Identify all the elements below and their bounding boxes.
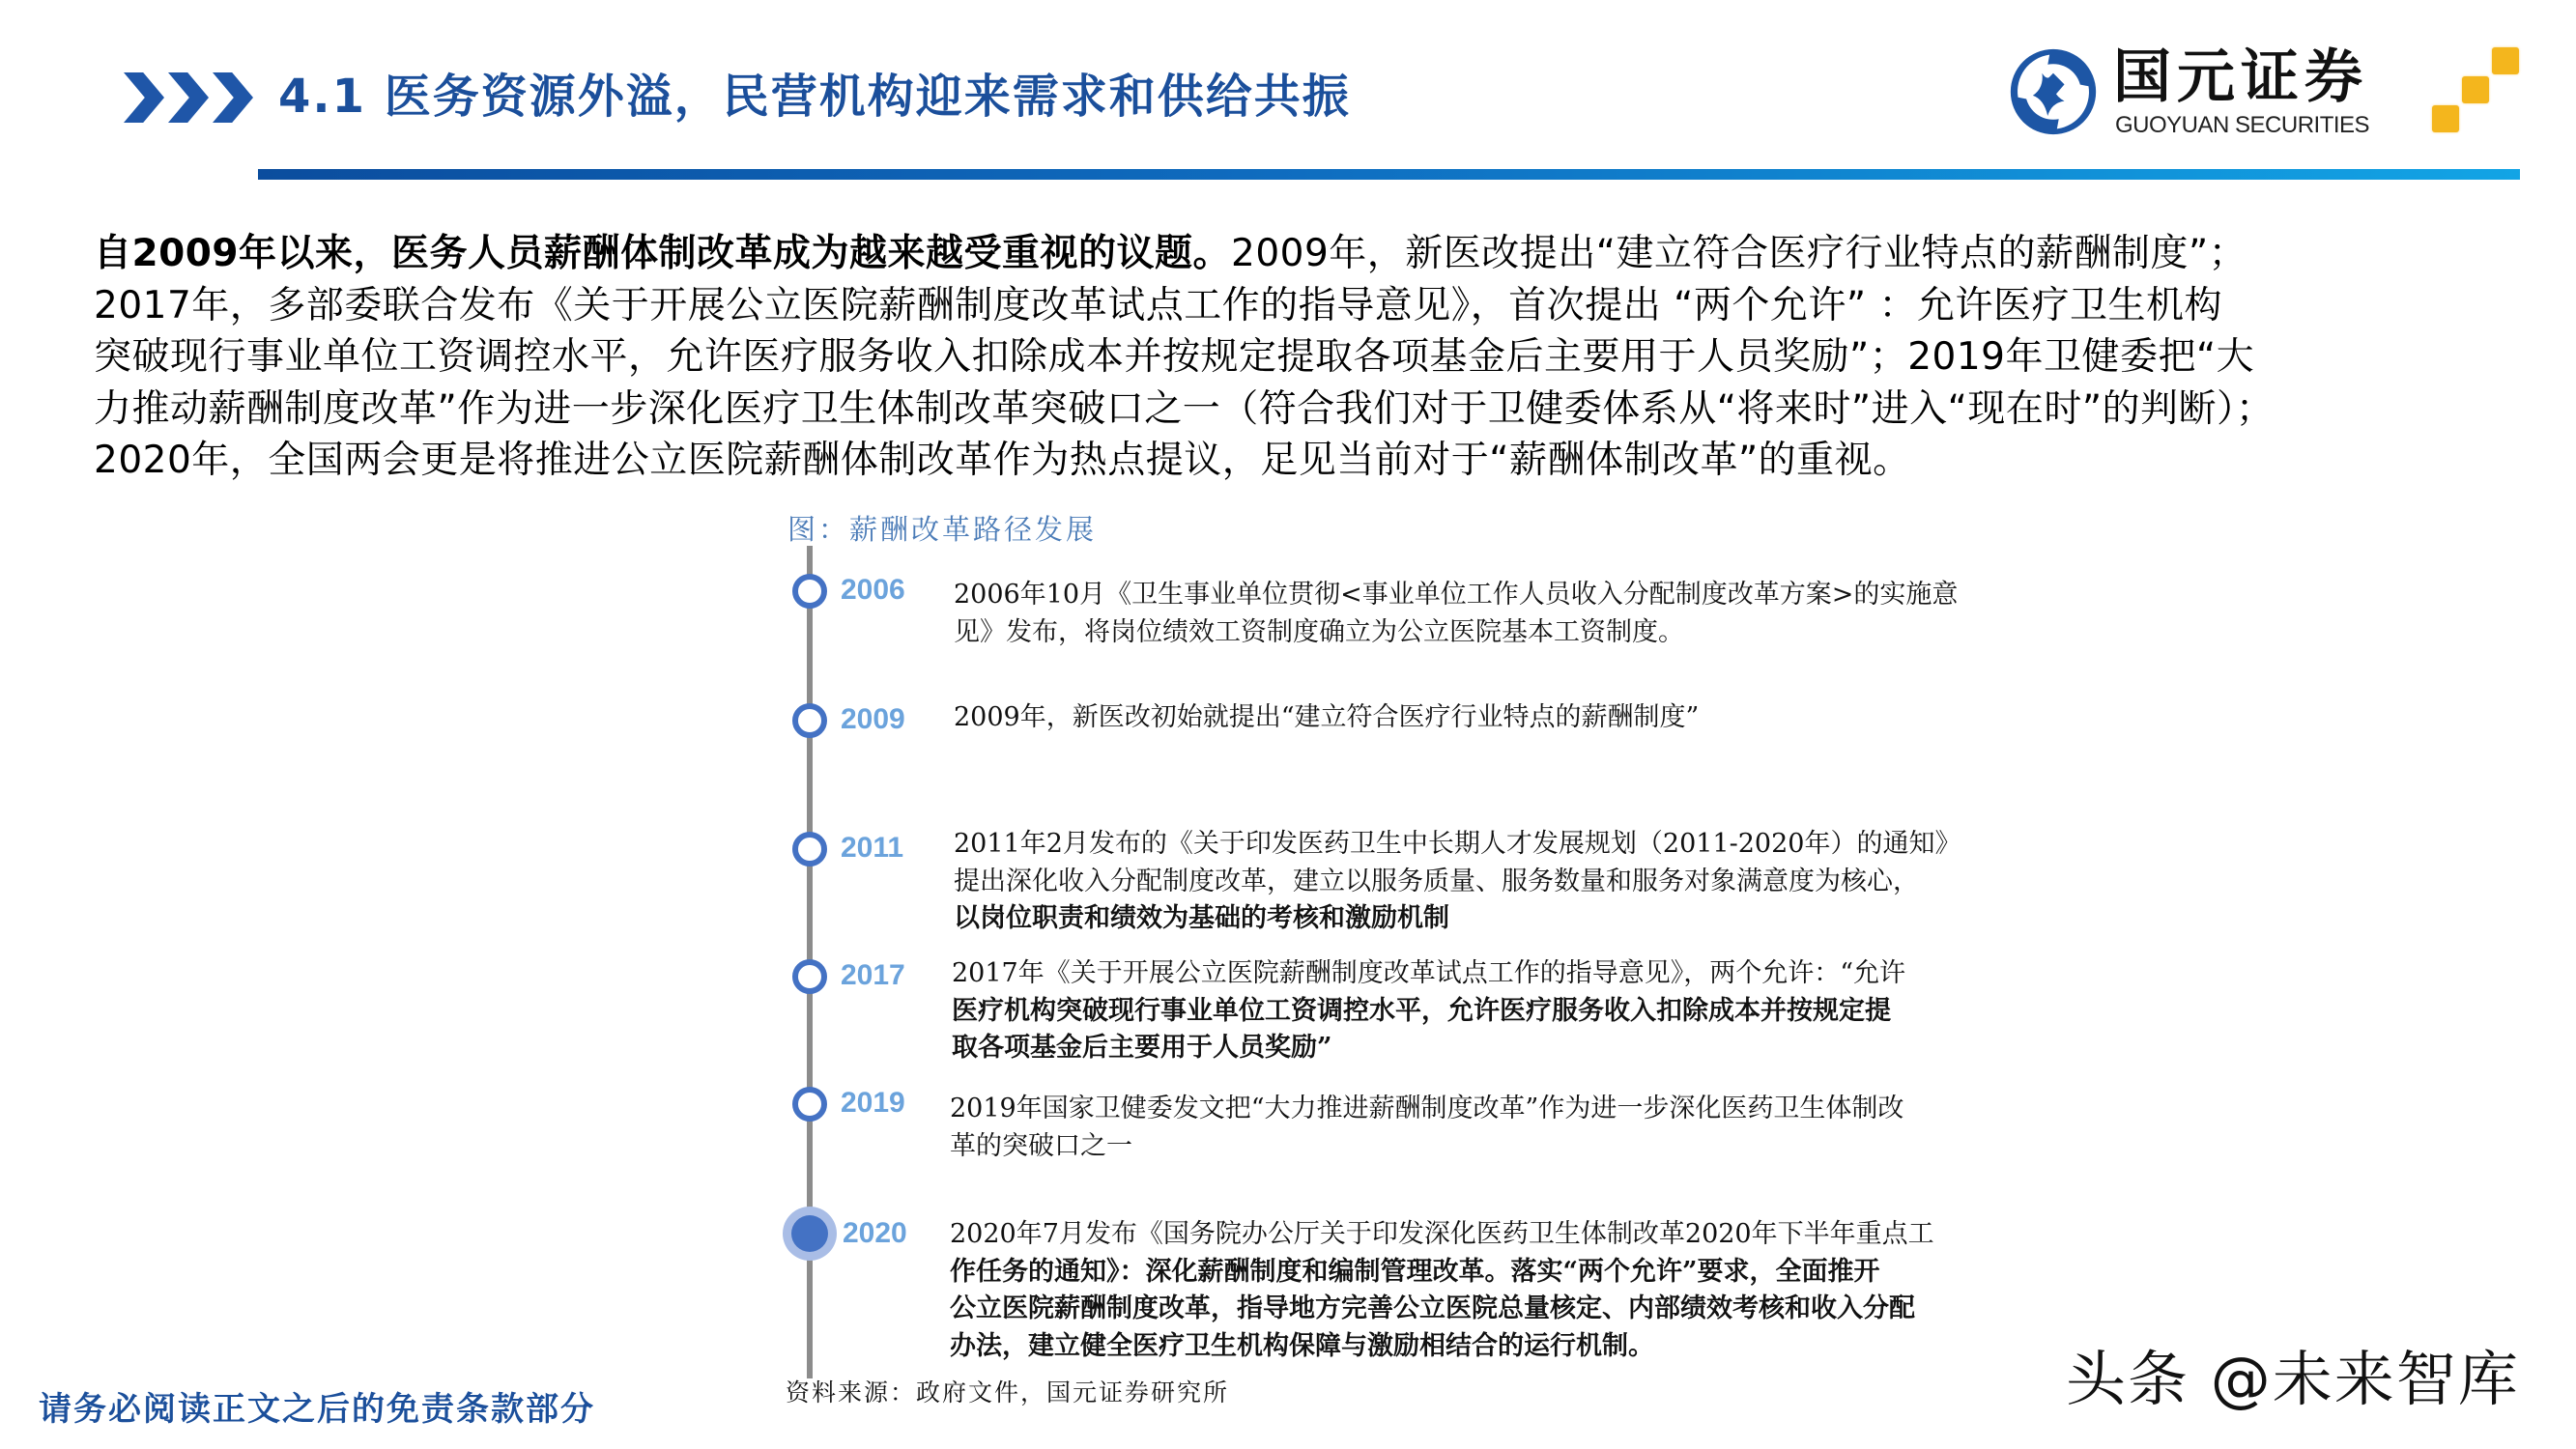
logo-stars-icon [2420, 47, 2527, 144]
timeline-node-active-icon [791, 1215, 828, 1252]
paragraph-line: 2017年，多部委联合发布《关于开展公立医院薪酬制度改革试点工作的指导意见》，首次提出 “两个允许” ：允许医疗卫生机构 [94, 283, 2222, 327]
timeline-entry [954, 577, 2017, 651]
timeline-entry-line: 见》发布，将岗位绩效工资制度确立为公立医院基本工资制度。 [954, 616, 1684, 647]
section-chevrons-icon [124, 72, 259, 123]
guoyuan-logo-icon [2007, 45, 2100, 138]
paragraph-text: 2009年，新医改提出“建立符合医疗行业特点的薪酬制度”； [1231, 232, 2247, 275]
chevron-right-icon [124, 72, 164, 123]
timeline-entry [954, 826, 2017, 938]
star-icon [2432, 105, 2459, 132]
timeline-entry-line: 以岗位职责和绩效为基础的考核和激励机制 [954, 903, 1449, 933]
timeline-entry [952, 955, 2015, 1067]
chevron-right-icon [168, 72, 209, 123]
timeline-year: 2019 [841, 1087, 905, 1119]
timeline-entry-line: 2009年，新医改初始就提出“建立符合医疗行业特点的薪酬制度” [954, 702, 1700, 732]
star-icon [2492, 47, 2519, 74]
figure-source: 资料来源：政府文件，国元证券研究所 [786, 1378, 1230, 1406]
paragraph-line: 力推动薪酬制度改革”作为进一步深化医疗卫生体制改革突破口之一（符合我们对于卫健委体系从“将来时”进入“现在时”的判断）； [94, 386, 2275, 431]
timeline-node-icon [792, 574, 827, 609]
timeline-entry-line: 2019年国家卫健委发文把“大力推进薪酬制度改革”作为进一步深化医药卫生体制改 [950, 1094, 1904, 1123]
timeline-entry-line: 办法，建立健全医疗卫生机构保障与激励相结合的运行机制。 [950, 1330, 1654, 1361]
timeline-node-icon [792, 959, 827, 994]
timeline-year: 2011 [841, 832, 904, 864]
logo-name-en: GUOYUAN SECURITIES [2115, 112, 2370, 138]
timeline-node-icon [792, 832, 827, 867]
disclaimer-note: 请务必阅读正文之后的免责条款部分 [39, 1390, 595, 1429]
paragraph-line: 2020年，全国两会更是将推进公立医院薪酬体制改革作为热点提议，足见当前对于“薪酬体制改革”的重视。 [94, 439, 1911, 482]
timeline-entry-line: 2017年《关于开展公立医院薪酬制度改革试点工作的指导意见》，两个允许：“允许 [952, 958, 1906, 988]
timeline-entry-line: 提出深化收入分配制度改革，建立以服务质量、服务数量和服务对象满意度为核心， [954, 866, 1919, 896]
timeline-node-icon [792, 703, 827, 738]
company-logo [2005, 43, 2527, 149]
star-icon [2462, 76, 2489, 103]
paragraph-lead-bold: 自2009年以来，医务人员薪酬体制改革成为越来越受重视的议题。 [94, 232, 1232, 275]
paragraph-line: 突破现行事业单位工资调控水平，允许医疗服务收入扣除成本并按规定提取各项基金后主要用于人员奖励”；2019年卫健委把“大 [94, 335, 2255, 379]
section-number: 4.1 [278, 70, 367, 124]
section-title: 医务资源外溢，民营机构迎来需求和供给共振 [384, 70, 1351, 124]
timeline-entry [954, 699, 2017, 737]
page-title [278, 68, 1351, 126]
timeline-entry-line: 取各项基金后主要用于人员奖励” [952, 1033, 1332, 1063]
timeline-entry-line: 2006年10月《卫生事业单位贯彻<事业单位工作人员收入分配制度改革方案>的实施意 [954, 580, 1959, 610]
chevron-right-icon [213, 72, 253, 123]
timeline-entry-line: 2011年2月发布的《关于印发医药卫生中长期人才发展规划（2011-2020年）的通知》 [954, 829, 1961, 859]
timeline-year: 2017 [841, 959, 905, 991]
timeline-node-icon [792, 1087, 827, 1122]
figure-title: 图：薪酬改革路径发展 [787, 513, 1098, 546]
timeline-entry-line: 2020年7月发布《国务院办公厅关于印发深化医药卫生体制改革2020年下半年重点工 [950, 1219, 1934, 1249]
timeline-year: 2020 [843, 1217, 907, 1249]
watermark: 头条 @未来智库 [2066, 1344, 2520, 1414]
timeline-entry [950, 1091, 2013, 1165]
timeline-year: 2006 [841, 574, 905, 606]
intro-paragraph [94, 228, 2548, 487]
title-divider-bar [258, 169, 2520, 180]
paragraph-line [94, 228, 2548, 280]
timeline-entry-line: 作任务的通知》：深化薪酬制度和编制管理改革。落实“两个允许”要求，全面推开 [950, 1256, 1880, 1287]
timeline-entry-line: 革的突破口之一 [950, 1130, 1132, 1161]
timeline-year: 2009 [841, 703, 905, 735]
logo-name-cn: 国元证券 [2113, 43, 2368, 111]
timeline-entry-line: 公立医院薪酬制度改革，指导地方完善公立医院总量核定、内部绩效考核和收入分配 [950, 1293, 1915, 1323]
timeline-entry [950, 1216, 2013, 1365]
timeline-entry-line: 医疗机构突破现行事业单位工资调控水平，允许医疗服务收入扣除成本并按规定提 [952, 995, 1891, 1026]
